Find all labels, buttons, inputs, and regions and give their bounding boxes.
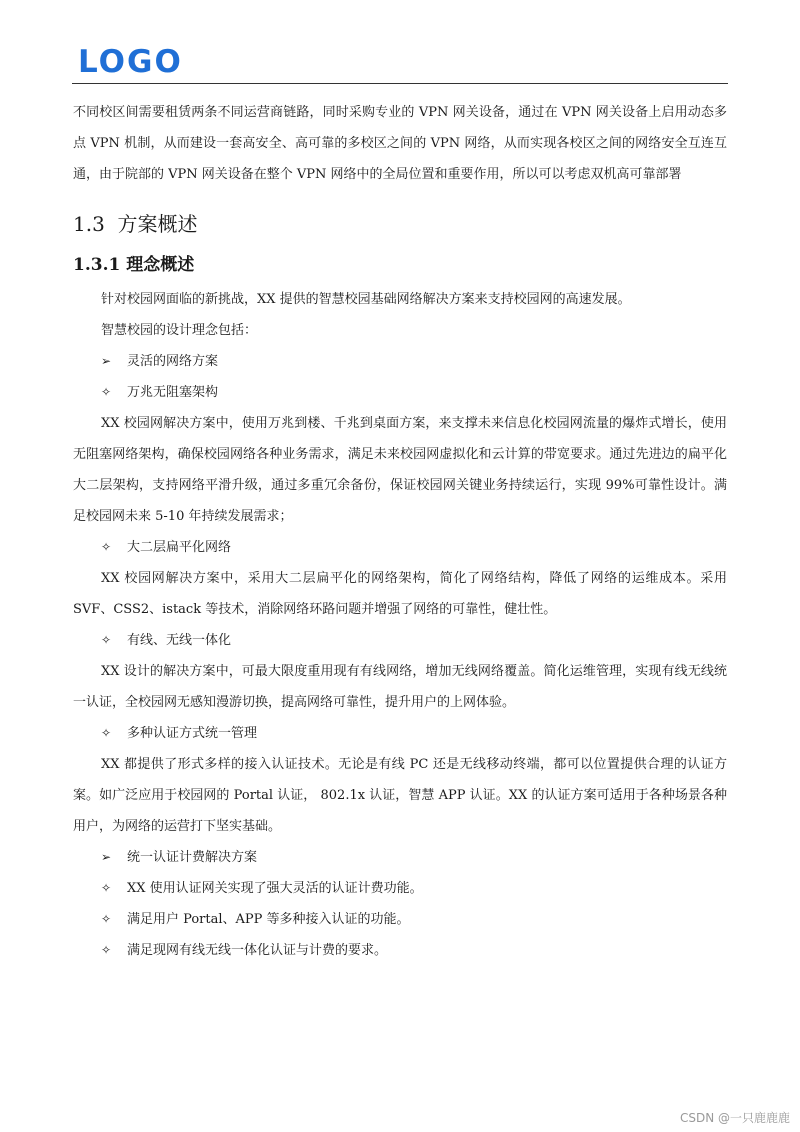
bullet-text: 万兆无阻塞架构 (127, 385, 219, 400)
intro-paragraph: 不同校区间需要租赁两条不同运营商链路，同时采购专业的 VPN 网关设备，通过在 VPN 网关设备上启用动态多点 VPN 机制，从而建设一套高安全、高可靠的多校区之间的 VPN 网络，从而实现各校区之间的网络安全互连互通，由于院部的 VPN 网关设备在整个 VPN 网络中的全局位置和重要作用，所以可以考虑双机高可靠部署 (73, 105, 727, 182)
bullet-text: 有线、无线一体化 (127, 633, 232, 648)
bullet-auth-management (73, 718, 727, 749)
bullet-text: 多种认证方式统一管理 (127, 726, 258, 741)
paragraph-challenge: 针对校园网面临的新挑战，XX 提供的智慧校园基础网络解决方案来支持校园网的高速发展。 (101, 292, 631, 307)
bullet-flexible-network (73, 346, 727, 377)
bullet-auth-gateway (73, 873, 727, 904)
bullet-unified-billing (73, 842, 727, 873)
diamond-bullet-icon: ✧ (101, 385, 112, 399)
header-divider (72, 83, 728, 84)
diamond-bullet-icon: ✧ (101, 633, 112, 647)
section-title: 方案概述 (117, 212, 198, 236)
section-heading (73, 210, 727, 238)
bullet-flat-layer2 (73, 532, 727, 563)
diamond-bullet-icon: ✧ (101, 881, 112, 895)
subsection-title: 理念概述 (126, 255, 195, 275)
document-body (73, 97, 727, 966)
diamond-bullet-icon: ✧ (101, 540, 112, 554)
bullet-text: 大二层扁平化网络 (127, 540, 232, 555)
paragraph-10g-architecture: XX 校园网解决方案中，使用万兆到楼、千兆到桌面方案，来支撑未来信息化校园网流量的爆炸式增长，使用无阻塞网络架构，确保校园网络各种业务需求，满足未来校园网虚拟化和云计算的带宽要求。通过先进边的扁平化大二层架构，支持网络平滑升级，通过多重冗余备份，保证校园网关键业务持续运行，实现 99%可靠性设计。满足校园网未来 5-10 年持续发展需求； (73, 416, 727, 524)
diamond-bullet-icon: ✧ (101, 726, 112, 740)
bullet-portal-app (73, 904, 727, 935)
paragraph-wired-wireless: XX 设计的解决方案中，可最大限度重用现有有线网络，增加无线网络覆盖。简化运维管理，实现有线无线统一认证，全校园网无感知漫游切换，提高网络可靠性，提升用户的上网体验。 (73, 664, 727, 710)
logo: LOGO (78, 44, 183, 80)
paragraph-auth-management: XX 都提供了形式多样的接入认证技术。无论是有线 PC 还是无线移动终端，都可以位置提供合理的认证方案。如广泛应用于校园网的 Portal 认证， 802.1x 认证，智慧 APP 认证。XX 的认证方案可适用于各种场景各种用户，为网络的运营打下坚实基础。 (73, 757, 727, 834)
bullet-text: 统一认证计费解决方案 (127, 850, 258, 865)
arrow-bullet-icon: ➢ (101, 850, 112, 864)
diamond-bullet-icon: ✧ (101, 943, 112, 957)
subsection-heading (73, 252, 727, 278)
csdn-watermark: CSDN @一只鹿鹿鹿 (679, 1111, 790, 1125)
paragraph-flat-layer2: XX 校园网解决方案中，采用大二层扁平化的网络架构，简化了网络结构，降低了网络的运维成本。采用 SVF、CSS2、istack 等技术，消除网络环路问题并增强了网络的可靠性，健壮性。 (73, 571, 727, 617)
diamond-bullet-icon: ✧ (101, 912, 112, 926)
paragraph-design-ideas: 智慧校园的设计理念包括： (101, 323, 258, 338)
subsection-number: 1.3.1 (73, 255, 121, 275)
arrow-bullet-icon: ➢ (101, 354, 112, 368)
bullet-text: XX 使用认证网关实现了强大灵活的认证计费功能。 (127, 881, 423, 896)
bullet-wired-wireless (73, 625, 727, 656)
bullet-text: 满足用户 Portal、APP 等多种接入认证的功能。 (127, 912, 410, 927)
bullet-integrated-billing (73, 935, 727, 966)
section-number: 1.3 (73, 212, 105, 236)
bullet-text: 满足现网有线无线一体化认证与计费的要求。 (127, 943, 388, 958)
bullet-text: 灵活的网络方案 (127, 354, 219, 369)
bullet-10g-architecture (73, 377, 727, 408)
